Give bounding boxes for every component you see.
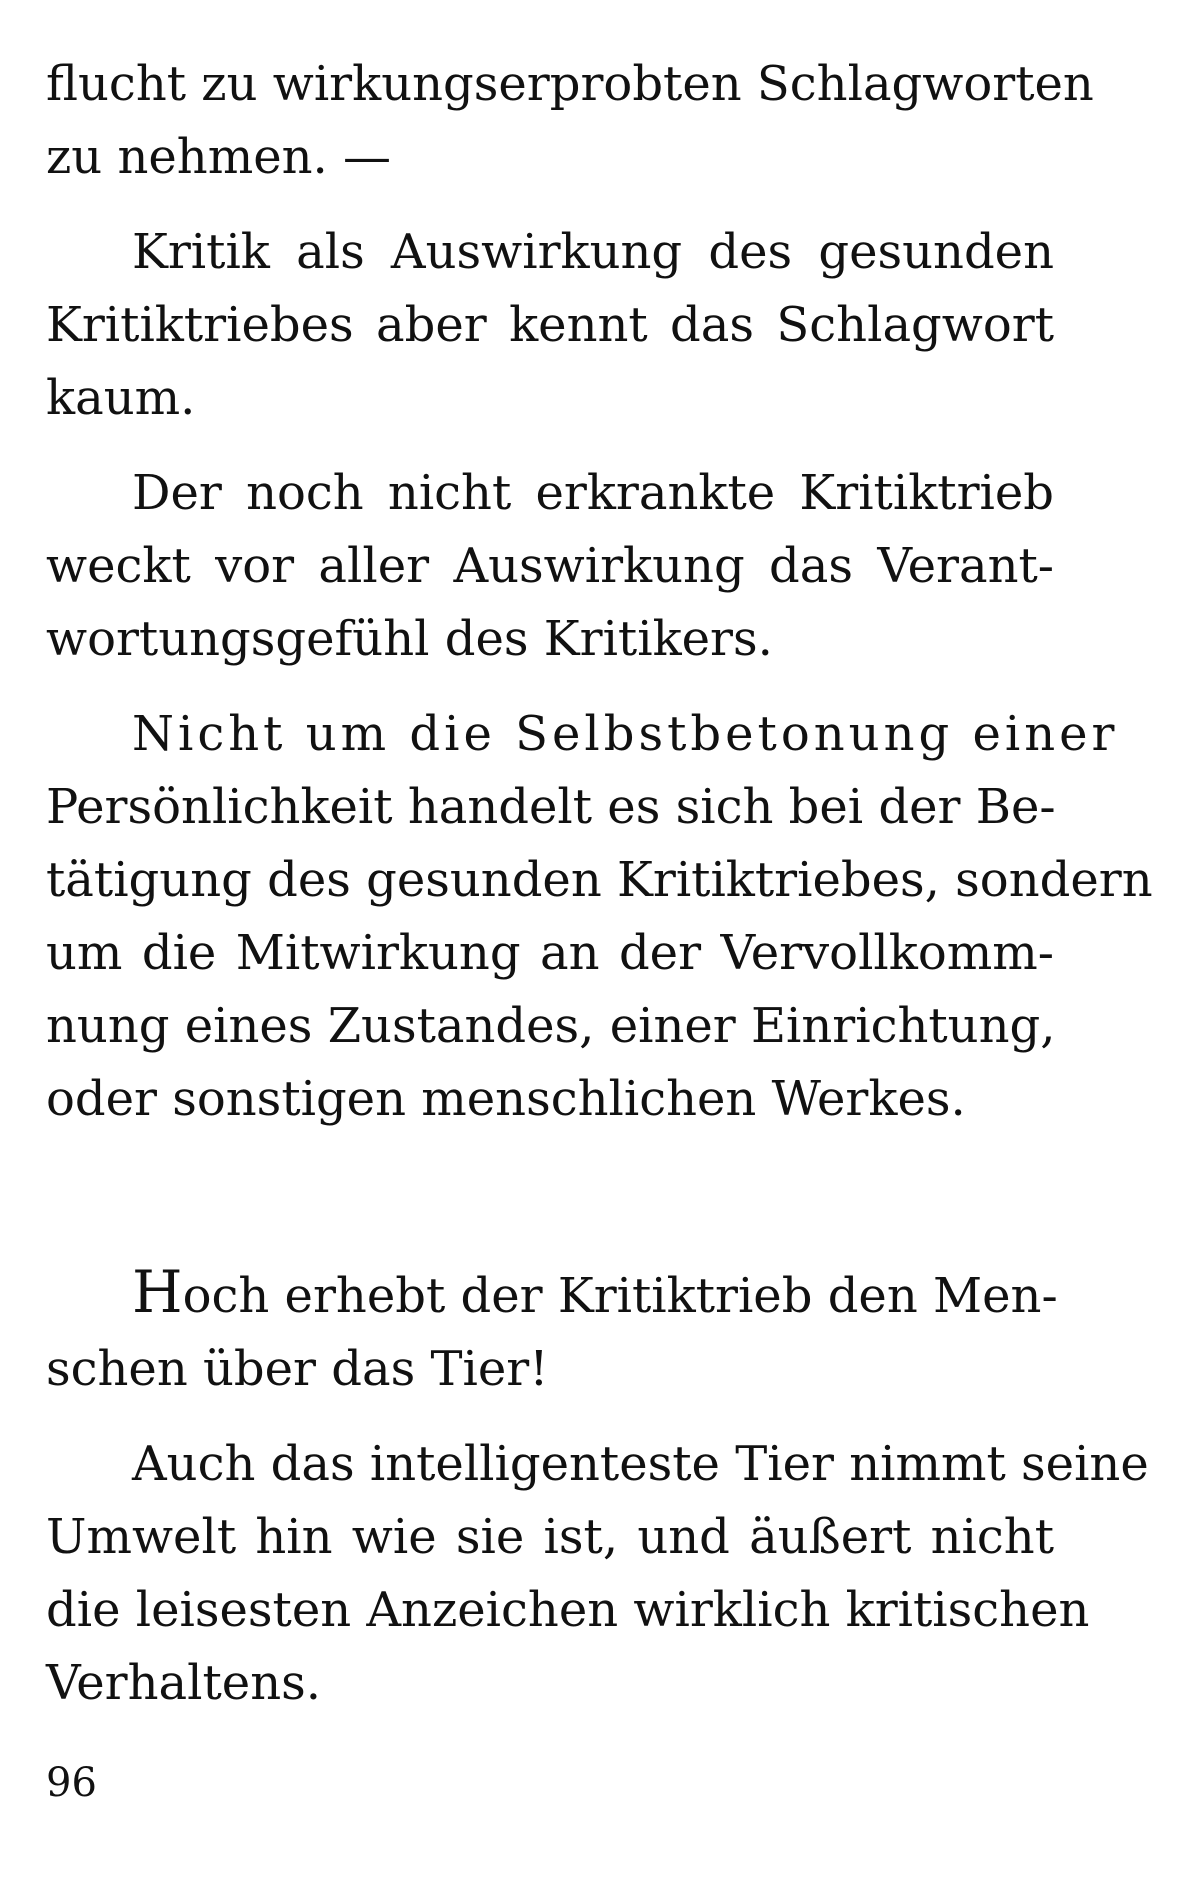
book-page	[46, 48, 1153, 1720]
text-line: tätigung des gesunden Kritiktriebes, sondern	[46, 852, 1153, 908]
drop-capital: H	[132, 1258, 183, 1326]
text-line: Auch das intelligenteste Tier nimmt seine	[132, 1436, 1149, 1492]
page-number: 96	[46, 1760, 97, 1806]
paragraph-3	[46, 457, 1054, 676]
text-line: zu nehmen. —	[46, 129, 392, 185]
text-line: Persönlichkeit handelt es sich bei der Be-	[46, 779, 1056, 835]
text-line	[46, 1256, 1058, 1333]
text-line: Der noch nicht erkrankte Kritiktrieb	[132, 465, 1054, 521]
paragraph-4	[46, 698, 1153, 1136]
text-line: wortungsgefühl des Kritikers.	[46, 611, 773, 667]
text-line: Umwelt hin wie sie ist, und äußert nicht	[46, 1509, 1054, 1565]
text-line: Nicht um die Selbstbetonung einer	[132, 706, 1119, 762]
paragraph-5	[46, 1256, 1058, 1406]
text-line: schen über das Tier!	[46, 1341, 549, 1397]
text-line: oder sonstigen menschlichen Werkes.	[46, 1071, 966, 1127]
text-fragment: och erhebt der Kritiktrieb den Men-	[182, 1268, 1058, 1324]
text-line: nung eines Zustandes, einer Einrichtung,	[46, 998, 1056, 1054]
text-line: weckt vor aller Auswirkung das Verant-	[46, 538, 1054, 594]
text-line: um die Mitwirkung an der Vervollkomm-	[46, 925, 1054, 981]
paragraph-6	[46, 1428, 1149, 1720]
paragraph-2	[46, 216, 1054, 435]
text-line: kaum.	[46, 370, 196, 426]
paragraph-1	[46, 48, 1094, 194]
text-line: Verhaltens.	[46, 1655, 321, 1711]
text-line: flucht zu wirkungserprobten Schlagworten	[46, 56, 1094, 112]
text-line: die leisesten Anzeichen wirklich kritischen	[46, 1582, 1090, 1638]
text-line: Kritiktriebes aber kennt das Schlagwort	[46, 297, 1054, 353]
text-line: Kritik als Auswirkung des gesunden	[132, 224, 1054, 280]
